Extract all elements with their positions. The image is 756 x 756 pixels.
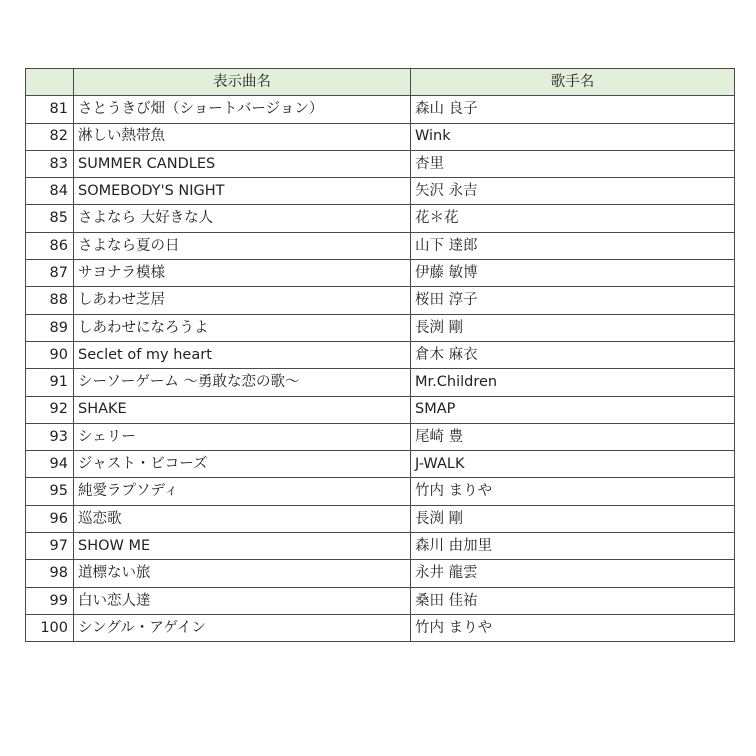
song-title-cell: シェリー (74, 423, 411, 450)
song-number-cell: 93 (26, 423, 74, 450)
song-number-cell: 95 (26, 478, 74, 505)
song-title-cell: 巡恋歌 (74, 505, 411, 532)
table-row (26, 341, 735, 368)
artist-name-cell: 矢沢 永吉 (411, 178, 735, 205)
song-title-cell: SHOW ME (74, 533, 411, 560)
table-row (26, 369, 735, 396)
table-row (26, 314, 735, 341)
song-title-cell: シーソーゲーム ～勇敢な恋の歌～ (74, 369, 411, 396)
song-title-cell: さとうきび畑（ショートバージョン） (74, 96, 411, 123)
song-title-cell: サヨナラ模様 (74, 260, 411, 287)
header-number (26, 69, 74, 96)
song-title-cell: Seclet of my heart (74, 341, 411, 368)
song-title-cell: さよなら 大好きな人 (74, 205, 411, 232)
artist-name-cell: Mr.Children (411, 369, 735, 396)
artist-name-cell: 長渕 剛 (411, 505, 735, 532)
artist-name-cell: 永井 龍雲 (411, 560, 735, 587)
artist-name-cell: 桜田 淳子 (411, 287, 735, 314)
table-row (26, 451, 735, 478)
table-row (26, 478, 735, 505)
song-title-cell: SHAKE (74, 396, 411, 423)
header-artist-name: 歌手名 (411, 69, 735, 96)
artist-name-cell: Wink (411, 123, 735, 150)
song-title-cell: しあわせ芝居 (74, 287, 411, 314)
artist-name-cell: 尾崎 豊 (411, 423, 735, 450)
song-title-cell: 純愛ラプソディ (74, 478, 411, 505)
song-number-cell: 88 (26, 287, 74, 314)
song-title-cell: 白い恋人達 (74, 587, 411, 614)
song-number-cell: 98 (26, 560, 74, 587)
header-song-title: 表示曲名 (74, 69, 411, 96)
artist-name-cell: SMAP (411, 396, 735, 423)
song-number-cell: 87 (26, 260, 74, 287)
table-header (26, 69, 735, 96)
artist-name-cell: 伊藤 敏博 (411, 260, 735, 287)
song-number-cell: 89 (26, 314, 74, 341)
song-title-cell: さよなら夏の日 (74, 232, 411, 259)
song-title-cell: SOMEBODY'S NIGHT (74, 178, 411, 205)
header-row (26, 69, 735, 96)
table-row (26, 205, 735, 232)
table-body (26, 96, 735, 642)
table-row (26, 123, 735, 150)
song-number-cell: 82 (26, 123, 74, 150)
table-row (26, 260, 735, 287)
song-number-cell: 84 (26, 178, 74, 205)
table-row (26, 150, 735, 177)
table-row (26, 505, 735, 532)
artist-name-cell: 長渕 剛 (411, 314, 735, 341)
song-title-cell: シングル・アゲイン (74, 614, 411, 641)
song-title-cell: ジャスト・ビコーズ (74, 451, 411, 478)
artist-name-cell: 森山 良子 (411, 96, 735, 123)
song-title-cell: 道標ない旅 (74, 560, 411, 587)
artist-name-cell: 山下 達郎 (411, 232, 735, 259)
table-row (26, 396, 735, 423)
artist-name-cell: 花＊花 (411, 205, 735, 232)
song-list-table (25, 68, 735, 642)
song-number-cell: 86 (26, 232, 74, 259)
table-row (26, 178, 735, 205)
song-title-cell: 淋しい熱帯魚 (74, 123, 411, 150)
table-row (26, 533, 735, 560)
song-number-cell: 92 (26, 396, 74, 423)
song-number-cell: 83 (26, 150, 74, 177)
artist-name-cell: 竹内 まりや (411, 478, 735, 505)
table-row (26, 232, 735, 259)
artist-name-cell: 杏里 (411, 150, 735, 177)
song-number-cell: 90 (26, 341, 74, 368)
table-row (26, 614, 735, 641)
artist-name-cell: 桑田 佳祐 (411, 587, 735, 614)
song-number-cell: 81 (26, 96, 74, 123)
song-number-cell: 100 (26, 614, 74, 641)
song-title-cell: SUMMER CANDLES (74, 150, 411, 177)
song-number-cell: 91 (26, 369, 74, 396)
song-number-cell: 99 (26, 587, 74, 614)
song-number-cell: 96 (26, 505, 74, 532)
song-title-cell: しあわせになろうよ (74, 314, 411, 341)
artist-name-cell: J-WALK (411, 451, 735, 478)
artist-name-cell: 倉木 麻衣 (411, 341, 735, 368)
song-number-cell: 97 (26, 533, 74, 560)
table-row (26, 560, 735, 587)
artist-name-cell: 森川 由加里 (411, 533, 735, 560)
table-row (26, 287, 735, 314)
table-row (26, 96, 735, 123)
table-row (26, 587, 735, 614)
song-number-cell: 94 (26, 451, 74, 478)
song-number-cell: 85 (26, 205, 74, 232)
artist-name-cell: 竹内 まりや (411, 614, 735, 641)
table-row (26, 423, 735, 450)
